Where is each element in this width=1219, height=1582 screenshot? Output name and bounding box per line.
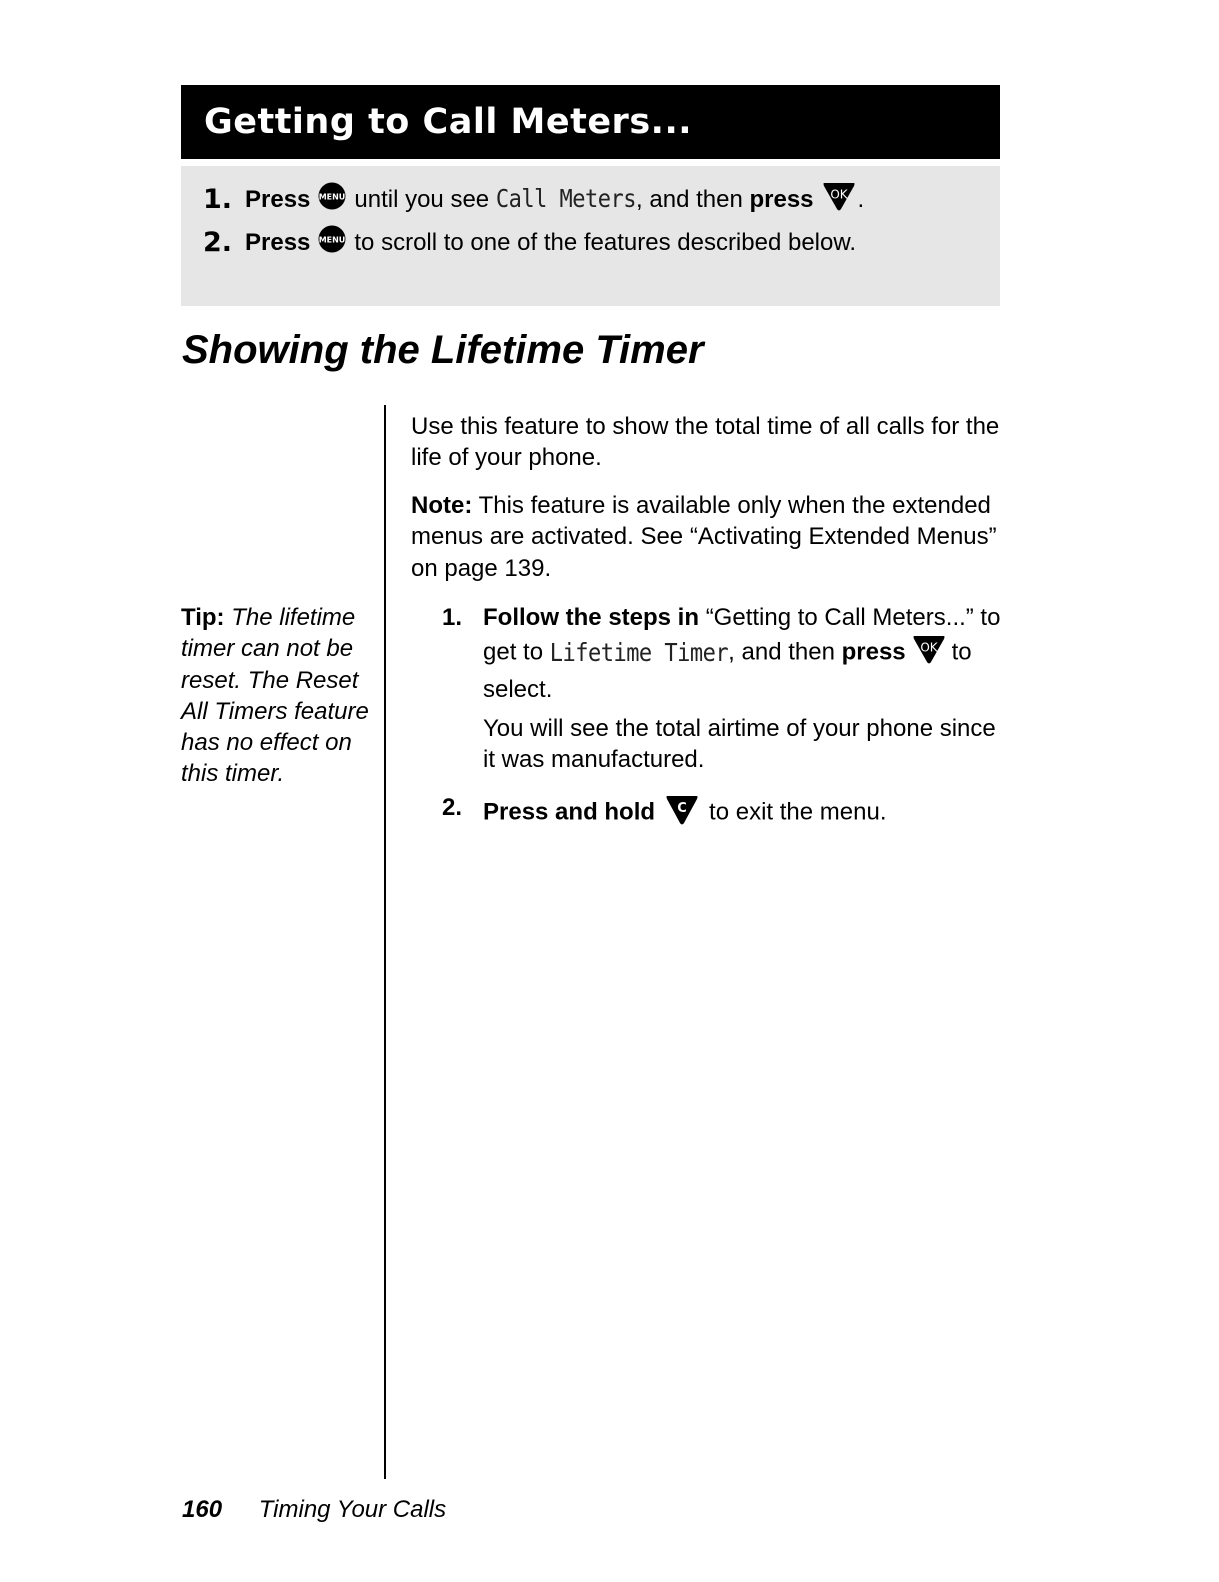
ok-key-icon: [912, 633, 946, 673]
tip-note: [181, 602, 371, 790]
step-bold: Follow the steps in: [483, 604, 700, 631]
display-text-lifetime-timer: Lifetime Timer: [549, 638, 729, 668]
banner-title: Getting to Call Meters...: [204, 102, 693, 142]
page-footer: [182, 1496, 446, 1524]
note-paragraph: [411, 490, 1001, 584]
section-banner: [181, 85, 1000, 159]
getting-steps-box: [181, 166, 1000, 306]
box-step-text: .: [857, 185, 865, 213]
svg-text:MENU: MENU: [319, 192, 346, 202]
box-step-press: Press: [245, 228, 311, 256]
step-2-text: [483, 792, 1003, 834]
box-step-press: Press: [245, 185, 311, 213]
svg-text:OK: OK: [829, 187, 848, 202]
tip-label: Tip:: [181, 604, 225, 631]
column-divider: [384, 405, 386, 1479]
step-bold: Press and hold: [483, 798, 656, 826]
box-step-text: until you see: [354, 185, 490, 213]
ok-key-icon: [822, 180, 856, 219]
chapter-title: Timing Your Calls: [258, 1496, 447, 1523]
step-text: , and then: [728, 638, 835, 666]
svg-text:MENU: MENU: [319, 235, 346, 245]
box-step-number: 2.: [203, 227, 233, 258]
step-text: “Getting to Call Meters...” to get to: [483, 604, 1001, 666]
svg-text:C: C: [677, 801, 687, 816]
step-1-text: [483, 602, 1003, 705]
display-text-call-meters: Call Meters: [495, 185, 637, 214]
box-step-press: press: [749, 185, 814, 213]
c-key-icon: [665, 792, 699, 834]
svg-text:OK: OK: [919, 640, 938, 655]
box-step-2: [203, 225, 856, 260]
box-step-text: , and then: [636, 185, 743, 213]
tip-text: The lifetime timer can not be reset. The Reset All Timers feature has no effect on this timer.: [181, 604, 369, 788]
box-step-1: [203, 180, 864, 219]
section-title: Showing the Lifetime Timer: [182, 328, 704, 372]
step-number: 1.: [442, 604, 463, 631]
note-label: Note:: [411, 492, 473, 519]
menu-key-icon: [318, 182, 346, 217]
step-number: 2.: [442, 794, 463, 821]
note-text: This feature is available only when the extended menus are activated. See “Activating Extended Menus” on page 139.: [411, 492, 997, 582]
box-step-number: 1.: [203, 184, 233, 215]
intro-paragraph: Use this feature to show the total time of all calls for the life of your phone.: [411, 413, 1000, 472]
step-press: press: [841, 638, 906, 666]
step-1-followup: You will see the total airtime of your phone since it was manufactured.: [483, 715, 996, 774]
menu-key-icon: [318, 225, 346, 260]
step-text: to select.: [483, 638, 972, 703]
page-number: 160: [182, 1496, 223, 1523]
box-step-text: to scroll to one of the features described below.: [354, 228, 857, 256]
step-text: to exit the menu.: [709, 798, 887, 826]
